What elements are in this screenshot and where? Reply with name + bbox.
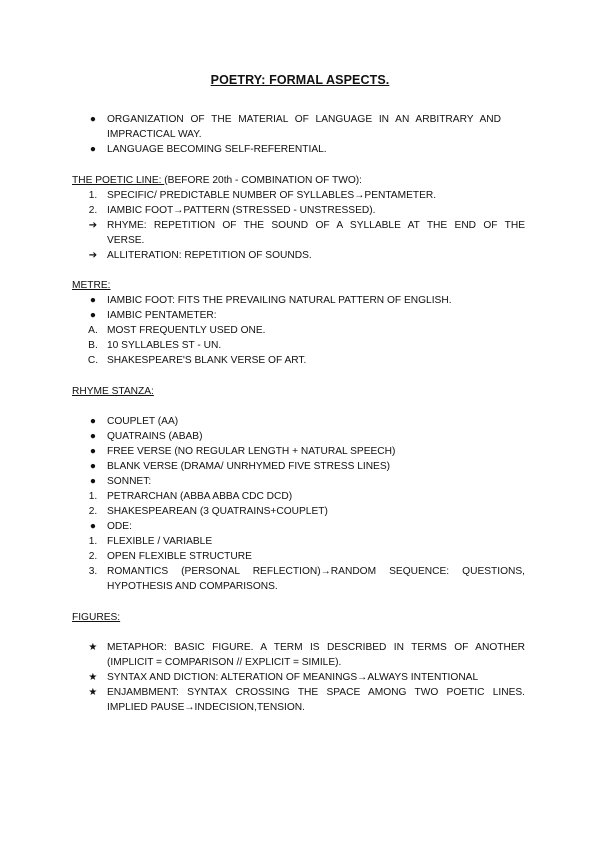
list-item-text: SONNET: — [107, 476, 152, 487]
list-item-text: QUATRAINS (ABAB) — [107, 431, 203, 442]
section-heading-note: (BEFORE 20th - COMBINATION OF TWO): — [164, 175, 363, 186]
page-title: POETRY: FORMAL ASPECTS. — [210, 73, 390, 87]
bullet-marker: ● — [89, 295, 97, 306]
letter-marker: A. — [88, 325, 98, 336]
list-item-text: 10 SYLLABLES ST - UN. — [107, 340, 222, 351]
list-item-text: LANGUAGE BECOMING SELF-REFERENTIAL. — [107, 144, 327, 155]
list-item-text: RHYME: REPETITION OF THE SOUND OF A SYLLABLE AT THE END OF THE — [107, 220, 525, 231]
list-item-text: FLEXIBLE / VARIABLE — [107, 536, 213, 547]
list-item-text: SPECIFIC/ PREDICTABLE NUMBER OF SYLLABLES→PENTAMETER. — [107, 190, 437, 201]
list-item-text: SHAKESPEARE'S BLANK VERSE OF ART. — [107, 355, 307, 366]
number-marker: 3. — [88, 566, 98, 577]
list-item-text: METAPHOR: BASIC FIGURE. A TERM IS DESCRIBED IN TERMS OF ANOTHER — [107, 642, 525, 653]
star-icon: ★ — [88, 642, 98, 653]
list-item-text: OPEN FLEXIBLE STRUCTURE — [107, 551, 252, 562]
bullet-marker: ● — [89, 114, 97, 125]
list-item-text: ODE: — [107, 521, 132, 532]
bullet-marker: ● — [89, 431, 97, 442]
list-item-text: VERSE. — [107, 235, 145, 246]
star-icon: ★ — [88, 687, 98, 698]
list-item-text: IMPLIED PAUSE→INDECISION,TENSION. — [107, 702, 305, 713]
list-item-text: IAMBIC FOOT→PATTERN (STRESSED - UNSTRESSED). — [107, 205, 376, 216]
arrow-icon: ➔ — [88, 220, 98, 231]
number-marker: 1. — [88, 536, 98, 547]
list-item-text: IAMBIC PENTAMETER: — [107, 310, 217, 321]
number-marker: 2. — [88, 506, 98, 517]
number-marker: 1. — [88, 491, 98, 502]
list-item-text: COUPLET (AA) — [107, 416, 179, 427]
list-item-text: ALLITERATION: REPETITION OF SOUNDS. — [107, 250, 312, 261]
number-marker: 1. — [88, 190, 98, 201]
bullet-marker: ● — [89, 310, 97, 321]
list-item-text: PETRARCHAN (ABBA ABBA CDC DCD) — [107, 491, 293, 502]
bullet-marker: ● — [89, 416, 97, 427]
number-marker: 2. — [88, 551, 98, 562]
bullet-marker: ● — [89, 446, 97, 457]
list-item-text: BLANK VERSE (DRAMA/ UNRHYMED FIVE STRESS LINES) — [107, 461, 391, 472]
list-item-text: FREE VERSE (NO REGULAR LENGTH + NATURAL SPEECH) — [107, 446, 396, 457]
list-item-text: HYPOTHESIS AND COMPARISONS. — [107, 581, 278, 592]
section-heading-rhyme-stanza: RHYME STANZA: — [72, 386, 154, 397]
letter-marker: C. — [87, 355, 99, 366]
bullet-marker: ● — [89, 476, 97, 487]
section-heading-text: THE POETIC LINE: — [72, 175, 165, 186]
list-item-text: SYNTAX AND DICTION: ALTERATION OF MEANINGS→ALWAYS INTENTIONAL — [107, 672, 479, 683]
bullet-marker: ● — [89, 144, 97, 155]
section-heading-figures: FIGURES: — [72, 612, 121, 623]
list-item-text: ENJAMBMENT: SYNTAX CROSSING THE SPACE AMONG TWO POETIC LINES. — [107, 687, 525, 698]
letter-marker: B. — [88, 340, 98, 351]
list-item-text: IMPRACTICAL WAY. — [107, 129, 202, 140]
arrow-icon: ➔ — [88, 250, 98, 261]
section-heading-metre: METRE: — [72, 280, 111, 291]
star-icon: ★ — [88, 672, 98, 683]
number-marker: 2. — [88, 205, 98, 216]
bullet-marker: ● — [89, 521, 97, 532]
bullet-marker: ● — [89, 461, 97, 472]
list-item-text: IAMBIC FOOT: FITS THE PREVAILING NATURAL PATTERN OF ENGLISH. — [107, 295, 452, 306]
list-item-text: SHAKESPEAREAN (3 QUATRAINS+COUPLET) — [107, 506, 328, 517]
list-item-text: ORGANIZATION OF THE MATERIAL OF LANGUAGE IN AN ARBITRARY AND — [107, 114, 501, 125]
list-item-text: MOST FREQUENTLY USED ONE. — [107, 325, 266, 336]
section-heading-poetic-line — [72, 173, 362, 188]
list-item-text: (IMPLICIT = COMPARISON // EXPLICIT = SIMILE). — [107, 657, 342, 668]
list-item-text: ROMANTICS (PERSONAL REFLECTION)→RANDOM SEQUENCE: QUESTIONS, — [107, 566, 525, 577]
